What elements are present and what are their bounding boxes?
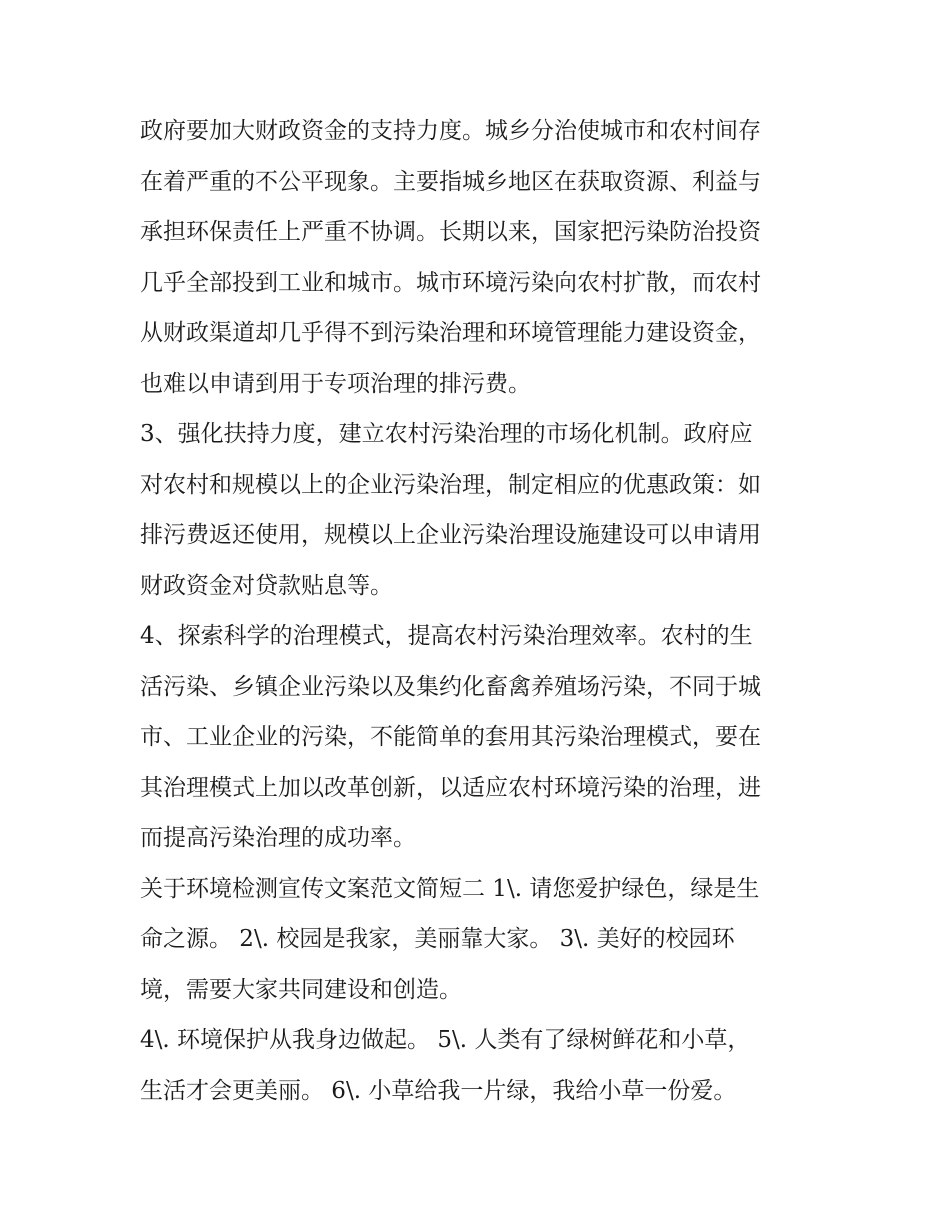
text-line: 4、探索科学的治理模式，提高农村污染治理效率。农村的生: [140, 623, 753, 649]
paragraph-point-3: [140, 409, 820, 611]
text-line: 政府要加大财政资金的支持力度。城乡分治使城市和农村间存: [140, 118, 761, 144]
text-line: 排污费返还使用，规模以上企业污染治理设施建设可以申请用: [140, 522, 761, 548]
paragraph-slogans-intro: [140, 864, 820, 1016]
text-line: 也难以申请到用于专项治理的排污费。: [140, 370, 531, 397]
text-line: 4\. 环境保护从我身边做起。 5\. 人类有了绿树鲜花和小草，: [140, 1027, 751, 1053]
text-line: 承担环保责任上严重不协调。长期以来，国家把污染防治投资: [140, 219, 761, 245]
paragraph-funding: [140, 106, 820, 409]
text-line: 境，需要大家共同建设和创造。: [140, 976, 462, 1003]
text-line: 对农村和规模以上的企业污染治理，制定相应的优惠政策：如: [140, 471, 761, 498]
text-line: 关于环境检测宣传文案范文简短二 1\. 请您爱护绿色，绿是生: [140, 875, 760, 902]
text-line: 而提高污染治理的成功率。: [140, 825, 416, 851]
text-line: 其治理模式上加以改革创新，以适应农村环境污染的治理，进: [140, 774, 761, 801]
text-line: 市、工业企业的污染，不能简单的套用其污染治理模式，要在: [140, 724, 761, 750]
text-line: 3、强化扶持力度，建立农村污染治理的市场化机制。政府应: [140, 421, 753, 447]
text-line: 生活才会更美丽。 6\. 小草给我一片绿，我给小草一份爱。: [140, 1077, 737, 1104]
document-body: [140, 106, 820, 1116]
text-line: 在着严重的不公平现象。主要指城乡地区在获取资源、利益与: [140, 168, 761, 195]
text-line: 活污染、乡镇企业污染以及集约化畜禽养殖场污染，不同于城: [140, 673, 761, 700]
text-line: 命之源。 2\. 校园是我家，美丽靠大家。 3\. 美好的校园环: [140, 926, 735, 952]
text-line: 几乎全部投到工业和城市。城市环境污染向农村扩散，而农村: [140, 269, 761, 296]
text-line: 财政资金对贷款贴息等。: [140, 572, 393, 599]
paragraph-slogans-continued: [140, 1015, 820, 1116]
text-line: 从财政渠道却几乎得不到污染治理和环境管理能力建设资金，: [140, 320, 761, 346]
paragraph-point-4: [140, 611, 820, 864]
